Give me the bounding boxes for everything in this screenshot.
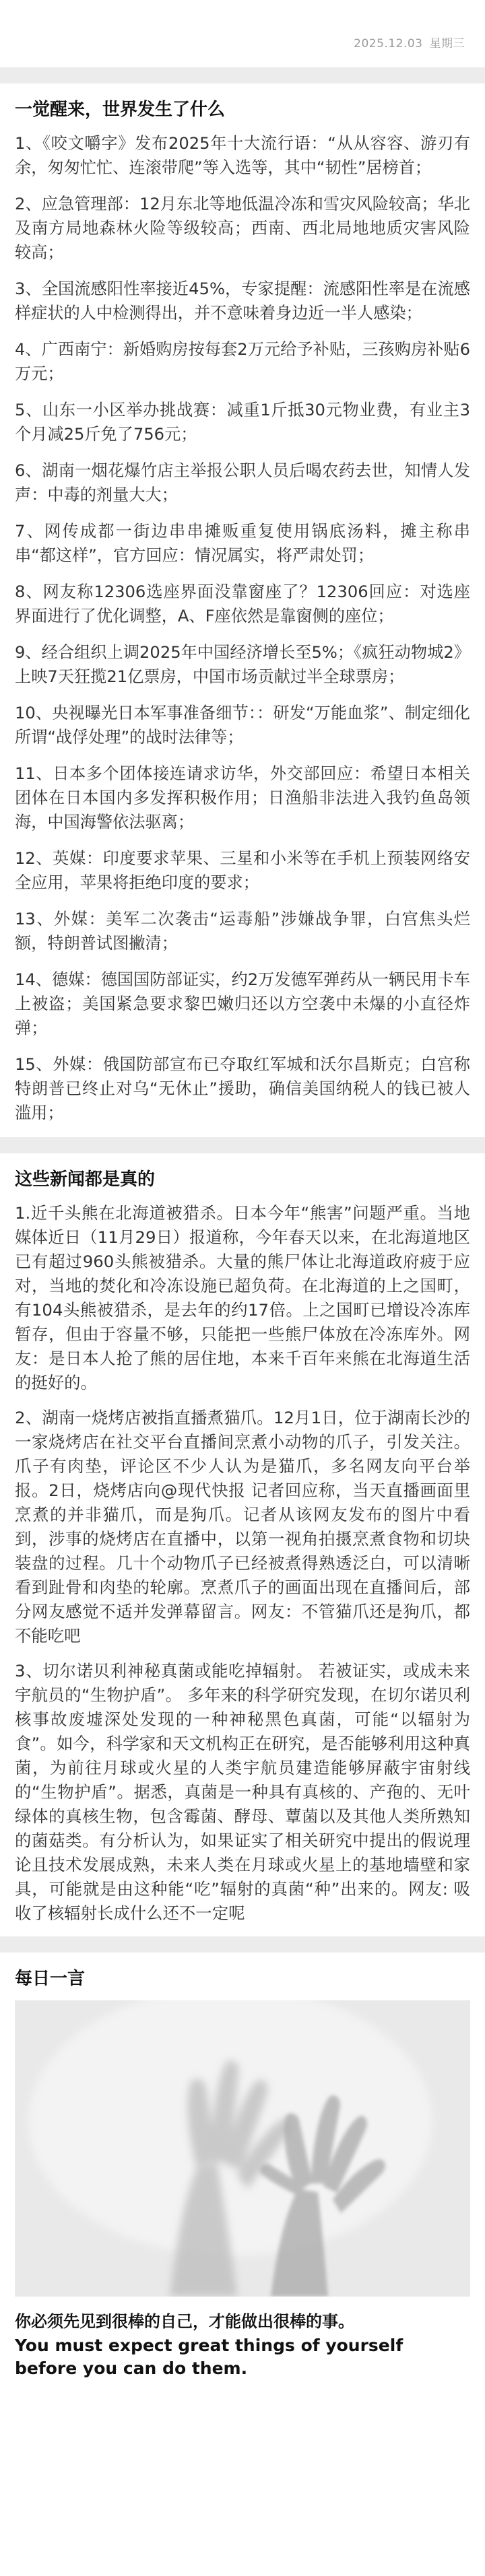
- section-divider: [0, 1936, 485, 1953]
- news-item: 9、经合组织上调2025年中国经济增长至5%；《疯狂动物城2》上映7天狂揽21亿票房，中国市场贡献过半全球票房；: [15, 643, 470, 686]
- news-item: 4、广西南宁：新婚购房按每套2万元给予补贴，三孩购房补贴6万元；: [15, 340, 470, 383]
- news-item: 6、湖南一烟花爆竹店主举报公职人员后喝农药去世，知情人发声：中毒的剂量大大；: [15, 461, 470, 504]
- daily-quote-chinese: 你必须先见到很棒的自己，才能做出很棒的事。: [15, 2312, 354, 2331]
- news-item: 12、英媒：印度要求苹果、三星和小米等在手机上预装网络安全应用，苹果将拒绝印度的要求；: [15, 849, 470, 892]
- news-item: 8、网友称12306选座界面没靠窗座了？12306回应：对选座界面进行了优化调整，A、F座依然是靠窗侧的座位；: [15, 582, 470, 625]
- true-news-item: 3、切尔诺贝利神秘真菌或能吃掉辐射。 若被证实，或成未来宇航员的“生物护盾”。 多年来的科学研究发现，在切尔诺贝利核事故废墟深处发现的一种神秘黑色真菌，可能“以辐射为食”。如今，科学家和天文机构正在研究，是否能够利用这种真菌，为前往月球或火星的人类宇航员建造能够屏蔽宇宙射线的“生物护盾”。据悉，真菌是一种具有真核的、产孢的、无叶绿体的真核生物，包含霉菌、酵母、蕈菌以及其他人类所熟知的菌菇类。有分析认为，如果证实了相关研究中提出的假说理论且技术发展成熟，未来人类在月球或火星上的基地墙壁和家具，可能就是由这种能“吃”辐射的真菌“种”出来的。网友: 吸收了核辐射长成什么还不一定呢: [15, 1661, 470, 1923]
- news-item: 5、山东一小区举办挑战赛：减重1斤抵30元物业费，有业主3个月减25斤免了756元；: [15, 401, 470, 444]
- hands-illustration-icon: [15, 2000, 470, 2297]
- true-news-item: 1.近千头熊在北海道被猎杀。日本今年“熊害”问题严重。当地媒体近日（11月29日）报道称，今年春天以来，在北海道地区已有超过960头熊被猎杀。大量的熊尸体让北海道政府疲于应对，当地的焚化和冷冻设施已超负荷。在北海道的上之国町，有104头熊被猎杀，是去年的约17倍。上之国町已增设冷冻库暂存，但由于容量不够，只能把一些熊尸体放在冷冻库外。网友：是日本人抢了熊的居住地，本来千百年来熊在北海道生活的挺好的。: [15, 1203, 470, 1392]
- news-item: 13、外媒：美军二次袭击“运毒船”涉嫌战争罪，白宫焦头烂额，特朗普试图撇清；: [15, 910, 470, 953]
- news-item: 10、央视曝光日本军事准备细节：：研发“万能血浆”、制定细化所谓“战俘处理”的战时法律等；: [15, 704, 470, 747]
- true-news-section: [0, 1153, 485, 1926]
- reaching-hands-image: [15, 2000, 470, 2297]
- news-item: 14、德媒：德国国防部证实，约2万发德军弹药从一辆民用卡车上被盗；美国紧急要求黎巴嫩归还以方空袭中未爆的小直径炸弹；: [15, 970, 470, 1038]
- news-item: 7、网传成都一街边串串摊贩重复使用锅底汤料，摊主称串串“都这样”，官方回应：情况属实，将严肃处罚；: [15, 522, 470, 565]
- news-item: 15、外媒：俄国防部宣布已夺取红军城和沃尔昌斯克；白宫称特朗普已终止对乌“无休止”援助，确信美国纳税人的钱已被人滥用；: [15, 1055, 470, 1122]
- true-news-item: 2、湖南一烧烤店被指直播煮猫爪。12月1日，位于湖南长沙的一家烧烤店在社交平台直播间烹煮小动物的爪子，引发关注。爪子有肉垫，评论区不少人认为是猫爪，多名网友向平台举报。2日，烧烤店向@现代快报 记者回应称，当天直播画面里烹煮的并非猫爪，而是狗爪。记者从该网友发布的图片中看到，涉事的烧烤店在直播中，以第一视角拍摄烹煮食物和切块装盘的过程。几十个动物爪子已经被煮得熟透泛白，可以清晰看到趾骨和肉垫的轮廓。烹煮爪子的画面出现在直播间后，部分网友感觉不适并发弹幕留言。网友：不管猫爪还是狗爪，都不能吃吧: [15, 1408, 470, 1646]
- daily-quote-section: [0, 1953, 485, 2394]
- daily-quote-english: You must expect great things of yourself before you can do them.: [15, 2336, 403, 2378]
- news-item: 3、全国流感阳性率接近45%，专家提醒：流感阳性率是在流感样症状的人中检测得出，并不意味着身边近一半人感染；: [15, 279, 470, 323]
- section-title-world-news: 一觉醒来，世界发生了什么: [15, 100, 226, 120]
- section-title-true-news: 这些新闻都是真的: [15, 1170, 156, 1190]
- weekday-text: 星期三: [429, 37, 465, 50]
- date-text: 2025.12.03: [354, 37, 423, 50]
- date-header: [0, 0, 485, 67]
- news-item: 2、应急管理部：12月东北等地低温冷冻和雪灾风险较高；华北及南方局地森林火险等级较高；西南、西北局地地质灾害风险较高；: [15, 195, 470, 262]
- news-item: 1、《咬文嚼字》发布2025年十大流行语：“从从容容、游刃有余，匆匆忙忙、连滚带爬”等入选等，其中“韧性”居榜首；: [15, 134, 470, 177]
- news-item: 11、日本多个团体接连请求访华，外交部回应：希望日本相关团体在日本国内多发挥积极作用；日渔船非法进入我钓鱼岛领海，中国海警依法驱离；: [15, 764, 470, 832]
- section-divider: [0, 67, 485, 83]
- section-title-daily-quote: 每日一言: [15, 1969, 86, 1989]
- world-news-section: [0, 83, 485, 1125]
- section-divider: [0, 1137, 485, 1153]
